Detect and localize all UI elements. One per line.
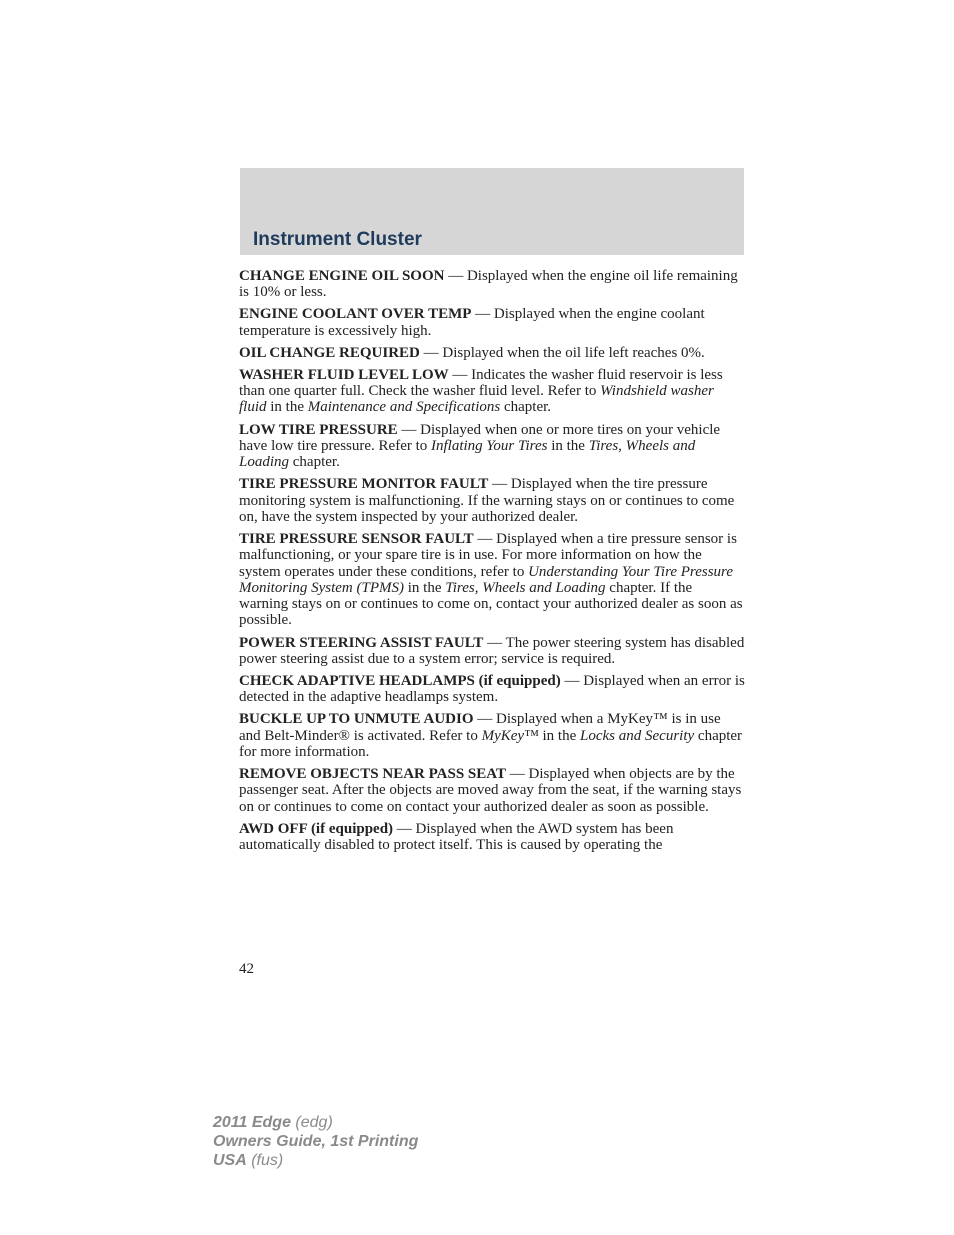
message-term: TIRE PRESSURE MONITOR FAULT <box>239 476 489 493</box>
cross-reference: Windshield washer fluid <box>239 383 714 416</box>
connector-text: in the <box>538 727 581 744</box>
message-entry-remove-objects-near-pass-seat <box>239 766 745 815</box>
footer-market-code: (fus) <box>246 1152 284 1169</box>
message-description: — Displayed when the AWD system has been automatically disabled to protect itself. This is caused by operating the <box>239 820 674 853</box>
message-term: BUCKLE UP TO UNMUTE AUDIO <box>239 711 474 728</box>
message-list <box>239 268 745 859</box>
message-entry-washer-fluid-level-low <box>239 367 745 416</box>
section-title: Instrument Cluster <box>253 229 422 250</box>
message-entry-tire-pressure-monitor-fault <box>239 476 745 525</box>
message-description: — Displayed when a MyKey™ is in use and Belt-Minder® is activated. Refer to <box>239 711 721 744</box>
message-description: — Displayed when the tire pressure monitoring system is malfunctioning. If the warning stays on or continues to come on, have the system inspected by your authorized dealer. <box>239 476 735 525</box>
footer-model-name: 2011 Edge <box>213 1114 291 1131</box>
footer-market: USA <box>213 1152 247 1169</box>
message-description: — The power steering system has disabled power steering assist due to a system error; service is required. <box>239 634 745 667</box>
page-number: 42 <box>239 961 254 977</box>
connector-text: in the <box>547 437 589 454</box>
message-description: — Displayed when one or more tires on your vehicle have low tire pressure. Refer to <box>239 421 721 454</box>
message-term: OIL CHANGE REQUIRED <box>239 344 420 361</box>
message-entry-tire-pressure-sensor-fault <box>239 531 745 629</box>
message-entry-low-tire-pressure <box>239 422 745 471</box>
connector-text: in the <box>403 579 446 596</box>
message-entry-buckle-up-to-unmute-audio <box>239 711 745 760</box>
message-entry-awd-off <box>239 821 745 854</box>
connector-text: in the <box>266 399 308 416</box>
document-footer <box>213 1113 418 1170</box>
message-entry-check-adaptive-headlamps <box>239 673 745 706</box>
message-entry-power-steering-assist-fault <box>239 635 745 668</box>
footer-line-guide <box>213 1132 418 1151</box>
trailing-text: chapter. If the warning stays on or continues to come on, contact your authorized dealer as soon as possible. <box>239 579 743 629</box>
footer-guide-edition: Owners Guide, 1st Printing <box>213 1133 419 1150</box>
message-term: ENGINE COOLANT OVER TEMP <box>239 306 472 323</box>
cross-reference: Understanding Your Tire Pressure Monitoring System (TPMS) <box>239 563 733 596</box>
cross-reference: Inflating Your Tires <box>431 437 548 454</box>
cross-reference: Locks and Security <box>580 727 695 744</box>
trailing-text: chapter. <box>289 454 340 471</box>
message-term: REMOVE OBJECTS NEAR PASS SEAT <box>239 765 506 782</box>
message-description: — Displayed when the engine oil life remaining is 10% or less. <box>239 268 738 301</box>
message-term: POWER STEERING ASSIST FAULT <box>239 634 484 651</box>
message-term: CHECK ADAPTIVE HEADLAMPS (if equipped) <box>239 672 561 689</box>
trailing-text: chapter. <box>500 399 552 416</box>
message-entry-change-engine-oil-soon <box>239 268 745 301</box>
footer-line-model <box>213 1113 418 1132</box>
message-term: AWD OFF (if equipped) <box>239 820 394 837</box>
message-term: CHANGE ENGINE OIL SOON <box>239 268 445 284</box>
trailing-text: chapter for more information. <box>239 727 743 760</box>
cross-reference: Maintenance and Specifications <box>307 399 501 416</box>
message-description: — Indicates the washer fluid reservoir is less than one quarter full. Check the washer fluid level. Refer to <box>239 366 723 400</box>
message-term: TIRE PRESSURE SENSOR FAULT <box>239 530 474 547</box>
message-description: — Displayed when an error is detected in the adaptive headlamps system. <box>239 672 745 706</box>
message-term: LOW TIRE PRESSURE <box>239 421 398 438</box>
message-description: — Displayed when a tire pressure sensor is malfunctioning, or your spare tire is in use. For more information on how the system operates under these conditions, refer to <box>239 530 737 580</box>
cross-reference: MyKey™ <box>481 727 539 744</box>
message-description: — Displayed when objects are by the passenger seat. After the objects are moved away from the seat, if the warning stays on or continues to come on contact your authorized dealer as soon as possible. <box>239 765 742 815</box>
message-description: — Displayed when the engine coolant temperature is excessively high. <box>239 306 705 339</box>
message-description: — Displayed when the oil life left reaches 0%. <box>419 344 705 361</box>
cross-reference: Tires, Wheels and Loading <box>239 437 696 471</box>
message-entry-engine-coolant-over-temp <box>239 306 745 339</box>
footer-line-market <box>213 1151 418 1170</box>
footer-model-code: (edg) <box>290 1114 333 1131</box>
cross-reference: Tires, Wheels and Loading <box>445 579 606 596</box>
message-entry-oil-change-required <box>239 345 745 361</box>
message-term: WASHER FLUID LEVEL LOW <box>239 366 449 383</box>
